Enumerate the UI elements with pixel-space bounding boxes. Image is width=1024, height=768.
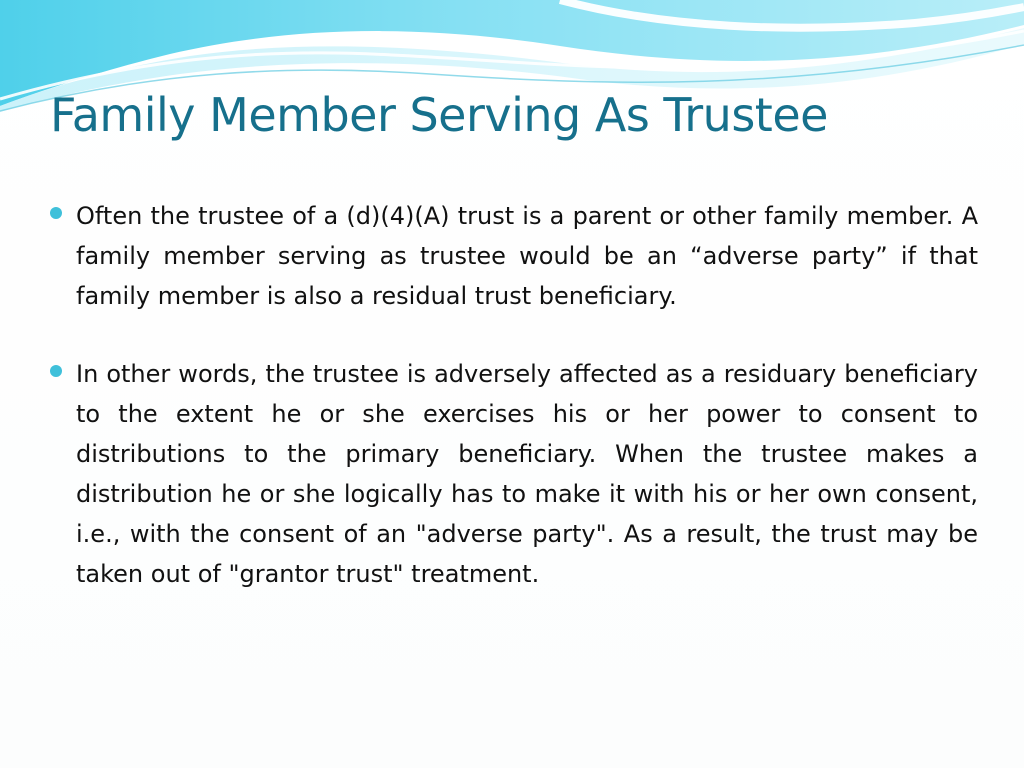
bullet-dot-icon [50,207,62,219]
bullet-item [48,196,978,316]
bullet-text: In other words, the trustee is adversely affected as a residuary beneficiary to the extent he or she exercises his or her power to consent to distributions to the primary beneficiary. When the trustee makes a distribution he or she logically has to make it with his or her own consent, i.e., with the consent of an "adverse party". As a result, the trust may be taken out of "grantor trust" treatment. [76,360,978,588]
slide-title: Family Member Serving As Trustee [50,88,828,142]
bullet-list [48,196,978,594]
bullet-dot-icon [50,365,62,377]
bullet-item [48,354,978,594]
bullet-text: Often the trustee of a (d)(4)(A) trust is a parent or other family member. A family member serving as trustee would be an “adverse party” if that family member is also a residual trust beneficiary. [76,202,978,310]
